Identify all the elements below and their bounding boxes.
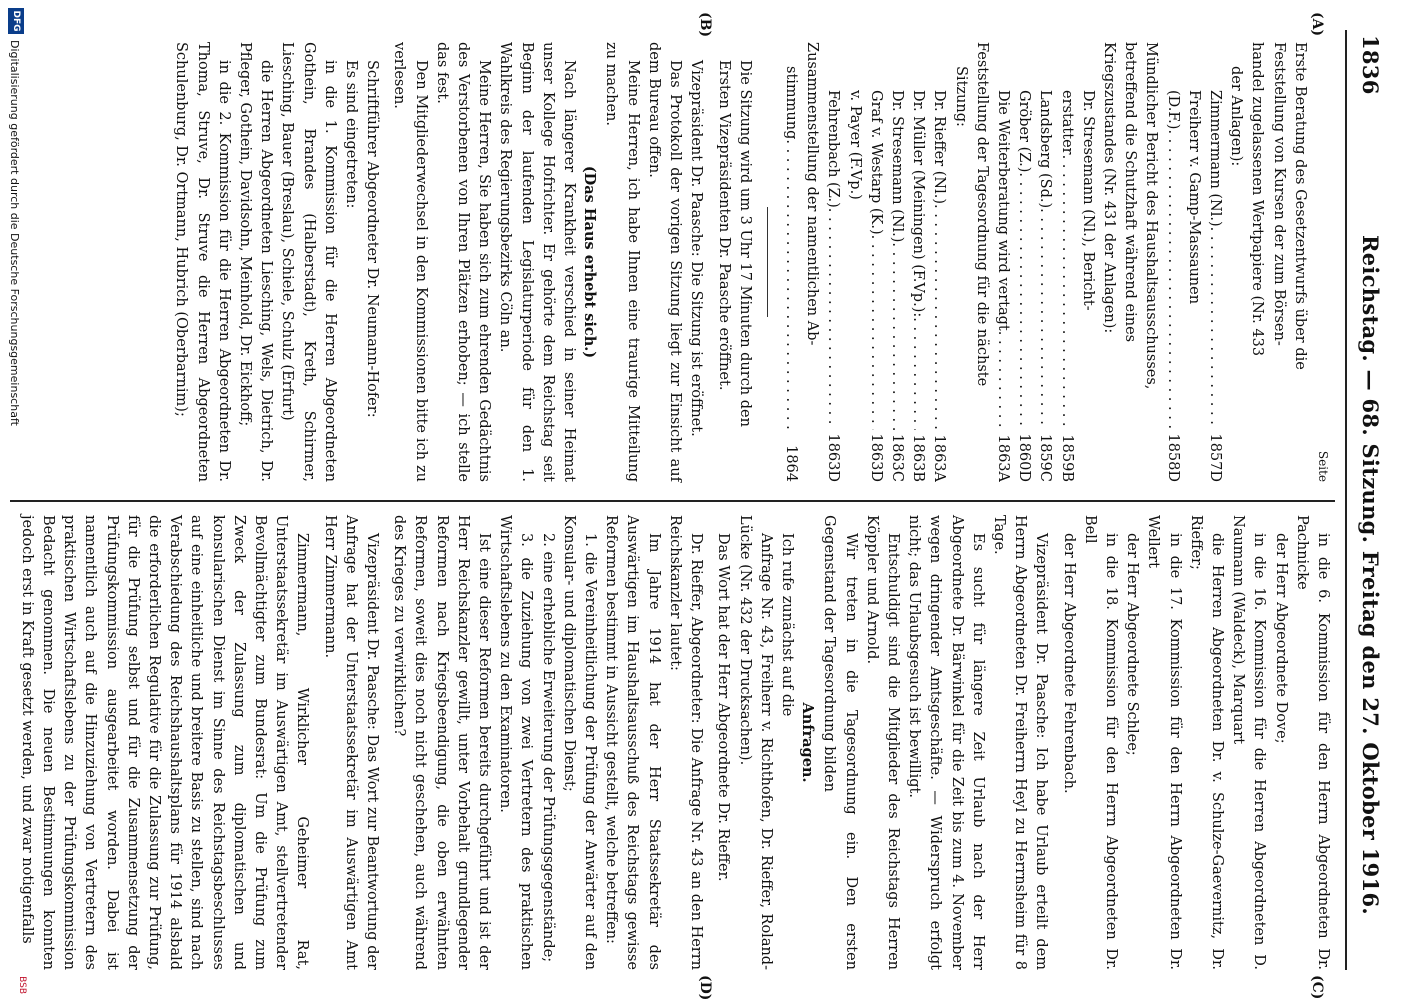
text-paragraph: Schriftführer Abgeordneter Dr. Neumann-Hofer:: [364, 60, 381, 418]
text-paragraph: Anfrage Nr. 43, Freiherr v. Richthofen, Dr. Rieffer, Roland-Lücke (Nr. 432 der Drucksachen).: [736, 515, 774, 970]
toc-entry: [1161, 42, 1182, 482]
toc-entry-text: Feststellung von Kursen der zum Börsen-: [1270, 42, 1287, 346]
text-paragraph: (Das Haus erhebt sich.): [581, 165, 599, 359]
text-paragraph: der Herr Abgeordnete Dove;: [1272, 533, 1289, 744]
toc-page-ref: 1864: [782, 445, 799, 482]
toc-entry: [1204, 42, 1225, 482]
toc-page-ref: 1863C: [888, 434, 905, 482]
toc-page-ref: 1863A: [931, 434, 948, 482]
library-mark: BSB: [17, 976, 27, 994]
toc-entry-text: Zimmermann (Nl.): [1206, 90, 1223, 227]
header-rule: [1345, 30, 1347, 970]
toc-leader-dots: [1161, 129, 1182, 430]
toc-entry-text: Erste Beratung des Gesetzentwurfs über die: [1291, 42, 1308, 370]
toc-entry-text: stimmung: [782, 66, 799, 140]
toc-page-ref: 1857D: [1206, 433, 1223, 482]
toc-entry-text: v. Payer (F.Vp.): [846, 90, 863, 200]
toc-entry: [1225, 42, 1246, 482]
toc-leader-dots: [1204, 227, 1225, 430]
toc-entry: [1140, 42, 1161, 482]
toc-entry: [780, 42, 801, 482]
toc-entry-text: Graf v. Westarp (K.): [867, 90, 884, 235]
margin-marker-a: (A): [1309, 12, 1325, 37]
toc-entry: [1246, 42, 1267, 482]
toc-entry: [1183, 42, 1204, 482]
text-paragraph: der Herr Abgeordnete Fehrenbach.: [1060, 533, 1077, 794]
text-paragraph: die Herren Abgeordneten Dr. v. Schulze-Gaevernitz, Dr. Rieffer;: [1187, 515, 1225, 970]
left-body: [170, 42, 754, 482]
text-paragraph: die Herren Abgeordneten Liesching, Wels, Dietrich, Dr. Pfleger, Gothein, Davidsohn, Meinhold, Dr. Eickhoff;: [237, 42, 275, 482]
text-paragraph: Ich rufe zunächst auf die: [778, 533, 795, 717]
right-body: [16, 515, 1333, 970]
toc-page-ref: 1863B: [910, 434, 927, 482]
toc-entry-text: Zusammenstellung der namentlichen Ab-: [804, 42, 821, 346]
dfg-logo: DFG: [8, 8, 24, 34]
margin-marker-d: (D): [697, 975, 713, 1000]
toc-entry: [801, 42, 822, 482]
text-paragraph: Ist eine dieser Reformen bereits durchgeführt und ist der Herr Reichskanzler gewillt, unter Vorbehalt grundlegender Reformen nach Kriegsbeendigung, die oben erwähnten Reformen, soweit dies noch nicht geschehen, auch während des Krieges zu verwirklichen?: [391, 515, 493, 970]
toc-entry-text: Dr. Rieffer (Nl.): [931, 90, 948, 204]
text-paragraph: Die Sitzung wird um 3 Uhr 17 Minuten durch den: [736, 60, 753, 427]
text-paragraph: Ersten Vizepräsidenten Dr. Paasche eröffnet.: [715, 60, 732, 391]
toc-entry: [1119, 42, 1140, 482]
text-paragraph: Vizepräsident Dr. Paasche: Ich habe Urlaub erteilt dem Herrn Abgeordneten Dr. Freiherrn Heyl zu Herrnsheim für 8 Tage.: [990, 515, 1050, 970]
toc-leader-dots: [822, 208, 843, 430]
toc-entry: [949, 42, 970, 482]
toc-entry-text: (D.F.): [1164, 90, 1181, 130]
toc-leader-dots: [1055, 155, 1076, 430]
toc-entry-text: Kriegszustandes (Nr. 431 der Anlagen):: [1100, 42, 1117, 334]
text-paragraph: Den Mitgliederwechsel in den Kommissionen bitte ich zu verlesen.: [391, 42, 429, 482]
text-paragraph: Meine Herren, ich habe Ihnen eine traurige Mitteilung zu machen.: [603, 42, 641, 482]
seite-label: Seite: [1316, 450, 1330, 482]
toc-entry: [907, 42, 928, 482]
page-header: [1349, 35, 1389, 965]
toc-entry: [992, 42, 1013, 482]
text-paragraph: Zimmermann, Wirklicher Geheimer Rat, Unterstaatssekretär im Auswärtigen Amt, stellvertretender Bevollmächtigter zum Bundesrat: Um die Prüfung zum Zweck der Zulassung zum diplomatischen und konsularischen Dienst im Sinne des Reichstagsbeschlusses auf eine einheitliche und breitere Basis zu stellen, sind nach Verabschiedung des Reichshaushaltsplans für 1914 alsbald die erforderlichen Regulative für die Zulassung zur Prüfung, für die Prüfung selbst und für die Zusammensetzung der Prüfungskommission ausgearbeitet worden. Dabei ist namentlich auch auf die Hinzuziehung von Vertretern des praktischen Wirtschaftslebens zu der Prüfungskommission Bedacht genommen. Die neuen Bestimmungen konnten jedoch erst in Kraft gesetzt werden, und zwar notigenfalls: [18, 515, 311, 970]
toc-leader-dots: [1034, 208, 1055, 430]
toc-page-ref: 1859B: [1058, 434, 1075, 482]
toc-page-ref: 1863D: [867, 433, 884, 482]
text-paragraph: in die 18. Kommission für den Herrn Abgeordneten Dr. Bell: [1081, 515, 1119, 970]
column-divider: [10, 500, 1335, 502]
text-paragraph: Es sind eingetreten:: [343, 60, 360, 209]
text-paragraph: 3. die Zuziehung von zwei Vertretern des praktischen Wirtschaftslebens zu den Examinatoren.: [497, 515, 535, 970]
text-paragraph: Wir treten in die Tagesordnung ein. Den ersten Gegenstand der Tagesordnung bilden: [821, 515, 859, 970]
toc-entry-text: Dr. Müller (Meiningen) (F.Vp.):: [910, 90, 927, 318]
toc-entry-text: Fehrenbach (Z.): [825, 90, 842, 208]
text-paragraph: in die 1. Kommission für die Herren Abgeordneten Gothein, Brandes (Halberstadt), Kreth, Schirmer, Liesching, Bauer (Breslau), Schiele, Schulz (Erfurt): [279, 42, 338, 482]
text-paragraph: in die 16. Kommission für die Herren Abgeordneten D. Naumann (Waldeck), Marquart: [1230, 515, 1268, 970]
toc-page-ref: 1863D: [825, 433, 842, 482]
toc-entry: [1013, 42, 1034, 482]
toc-entry-text: Dr. Stresemann (Nl.): [888, 90, 905, 243]
margin-marker-c: (C): [1309, 975, 1325, 1000]
toc-entry-text: erstatter: [1058, 90, 1075, 155]
text-paragraph: Das Protokoll der vorigen Sitzung liegt zur Einsicht auf dem Bureau offen.: [645, 42, 684, 482]
toc-entry: [843, 42, 864, 482]
text-paragraph: Im Jahre 1914 hat der Herr Staatssekretär des Auswärtigen im Haushaltsausschuß des Reichstags gewisse Reformen bestimmt in Aussicht gestellt, welche betreffen:: [603, 515, 662, 970]
toc-entry-text: Mündlicher Bericht des Haushaltsausschusses,: [1143, 42, 1160, 390]
toc-page-ref: 1859C: [1037, 434, 1054, 482]
toc-entry: [1267, 42, 1288, 482]
page-number: 1836: [1358, 35, 1383, 95]
funding-note: Digitalisierung gefördert durch die Deutsche Forschungsgemeinschaft: [8, 40, 21, 426]
toc-leader-dots: [907, 317, 928, 430]
text-paragraph: 2. eine erhebliche Erweiterung der Prüfungsgegenstände;: [539, 533, 556, 963]
footer-strip: [0, 0, 31, 1000]
text-paragraph: in die 2. Kommission für die Herren Abgeordneten Dr. Thoma, Struve, Dr. Struve die Herren Abgeordneten Schulenburg, Dr. Ortmann, Hubrich (Oberbarnim);: [173, 42, 232, 482]
margin-marker-b: (B): [697, 12, 713, 38]
text-paragraph: Anfragen.: [799, 702, 817, 783]
toc-entry: [1098, 42, 1119, 482]
table-of-contents: [780, 42, 1310, 482]
toc-entry: [971, 42, 992, 482]
toc-page-ref: 1863A: [994, 434, 1011, 482]
toc-entry-text: Freiherr v. Gamp-Massaunen: [1185, 90, 1202, 305]
toc-entry-text: Sitzung:: [952, 66, 969, 127]
toc-entry-text: Dr. Stresemann (Nl.), Bericht-: [1079, 90, 1096, 311]
running-title: Reichstag. — 68. Sitzung. Freitag den 27. Oktober 1916.: [1358, 235, 1383, 915]
toc-leader-dots: [780, 139, 801, 430]
toc-entry: [1077, 42, 1098, 482]
text-paragraph: Dr. Rieffer, Abgeordneter: Die Anfrage Nr. 43 an den Herrn Reichskanzler lautet:: [666, 515, 705, 970]
text-paragraph: 1. die Vereinheitlichung der Prüfung der Anwärter auf den Konsular- und diplomatischen Dienst;: [560, 515, 599, 970]
toc-leader-dots: [865, 235, 886, 430]
toc-entry: [865, 42, 886, 482]
text-paragraph: Vizepräsident Dr. Paasche: Das Wort zur Beantwortung der Anfrage hat der Unterstaatssekretär im Auswärtigen Amt Herr Zimmermann.: [321, 515, 381, 970]
toc-entry-text: Gröber (Z.): [1016, 90, 1033, 173]
text-paragraph: Es sucht für längere Zeit Urlaub nach der Herr Abgeordnete Dr. Bärwinkel für die Zeit bis zum 4. November wegen dringender Amtsgeschäfte. — Widerspruch erfolgt nicht; das Urlaubsgesuch ist bewilligt.: [906, 515, 986, 970]
text-paragraph: in die 17. Kommission für den Herrn Abgeordneten Dr. Wellert: [1145, 515, 1183, 970]
toc-entry-text: Die Weiterberatung wird vertagt: [994, 90, 1011, 331]
toc-entry-text: Landsberg (Sd.): [1037, 90, 1054, 209]
text-paragraph: Nach längerer Krankheit verschied in seiner Heimat unser Kollege Hofrichter. Er gehörte dem Reichstag seit Beginn der laufenden Legislaturperiode für den 1. Wahlkreis des Regierungsbezirks Cöln an.: [497, 42, 578, 482]
toc-entry: [1034, 42, 1055, 482]
text-paragraph: Das Wort hat der Herr Abgeordnete Dr. Rieffer.: [715, 533, 732, 882]
toc-leader-dots: [928, 204, 949, 430]
toc-entry: [928, 42, 949, 482]
toc-entry-text: betreffend die Schutzhaft während eines: [1122, 42, 1139, 343]
toc-leader-dots: [886, 242, 907, 430]
toc-page-ref: 1860D: [1016, 433, 1033, 482]
toc-entry: [1055, 42, 1076, 482]
toc-entry-text: Feststellung der Tagesordnung für die nächste: [973, 42, 990, 387]
text-paragraph: Vizepräsident Dr. Paasche: Die Sitzung ist eröffnet.: [688, 60, 705, 437]
text-paragraph: in die 6. Kommission für den Herrn Abgeordneten Dr. Pachnicke: [1293, 515, 1331, 970]
toc-entry: [886, 42, 907, 482]
text-paragraph: Entschuldigt sind die Mitglieder des Reichstags Herren Köppler und Arnold.: [863, 515, 901, 970]
toc-page-ref: 1858D: [1164, 433, 1181, 482]
section-rule: [767, 207, 768, 317]
toc-entry-text: der Anlagen):: [1228, 66, 1245, 167]
text-paragraph: Meine Herren, Sie haben sich zum ehrenden Gedächtnis des Verstorbenen von Ihren Plätzen erhoben; — ich stelle das fest.: [433, 42, 493, 482]
toc-entry: [822, 42, 843, 482]
toc-leader-dots: [992, 331, 1013, 430]
left-column: [170, 42, 1333, 482]
right-column: [16, 515, 1333, 970]
toc-entry-text: handel zugelassenen Wertpapiere (Nr. 433: [1249, 42, 1266, 357]
toc-entry: [1289, 42, 1310, 482]
text-paragraph: der Herr Abgeordnete Schlee;: [1124, 533, 1141, 756]
toc-leader-dots: [1013, 172, 1034, 430]
